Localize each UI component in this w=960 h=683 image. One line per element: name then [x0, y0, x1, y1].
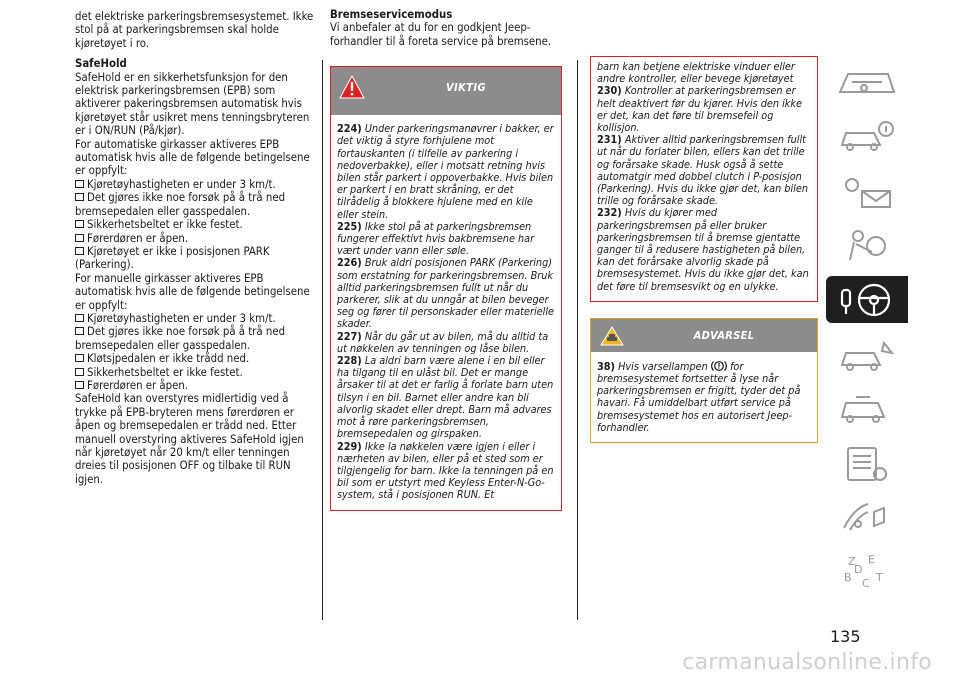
- warning-body-continued: [591, 57, 817, 301]
- checkbox-bullet-icon: [75, 327, 84, 335]
- column-2: [330, 10, 562, 511]
- checkbox-bullet-icon: [75, 220, 84, 228]
- warning-item: 225) Ikke stol på at parkeringsbremsen fungerer effektivt hvis bakbremsene har vært under vann eller søle.: [337, 219, 535, 258]
- crash-icon: [834, 335, 900, 375]
- warning-item: 229) Ikke la nøkkelen være igjen i eller i nærheten av bilen, eller på et sted som er tilgjengelig for barn. Ikke la tenningen på en bil som er utstyrt med Keyless Enter-N-Go-system, stå i posisjonen RUN. Et: [337, 439, 554, 502]
- condition-list-manual: [75, 312, 315, 392]
- warning-item: 231) Aktiver alltid parkeringsbremsen fullt ut når du forlater bilen, ellers kan det trille og forårsake skade. Husk også å sette automatgir med dobbel clutch i P-posisjon (Parkering). Hvis du ikke gjør det, kan bilen trille og forårsake skade.: [597, 133, 809, 208]
- list-item: Kjøretøyet er ikke i posisjonen PARK (Parkering).: [75, 244, 270, 272]
- dashboard-icon: [834, 62, 900, 102]
- condition-list-automatic: [75, 178, 315, 272]
- tab-multimedia[interactable]: [826, 494, 908, 541]
- safehold-heading: SafeHold: [75, 57, 127, 71]
- column-divider-1: [322, 60, 323, 620]
- warning-continued-text: barn kan betjene elektriske vinduer eller andre kontroller, eller bevege kjøretøyet: [597, 60, 795, 86]
- checkbox-bullet-icon: [75, 368, 84, 376]
- car-info-icon: [834, 117, 900, 157]
- list-item: Det gjøres ikke noe forsøk på å trå ned bremsepedalen eller gasspedalen.: [75, 325, 286, 352]
- column-3: [590, 56, 818, 443]
- warning-item: 232) Hvis du kjører med parkeringsbremsen på eller bruker parkeringsbremsen til å bremse gjentatte ganger til å redusere hastigheten på bilen, kan det forårsake alvorlig skade på bremsesystemet. Hvis du ikke gjør det, kan det føre til bremsesvikt og en ulykke.: [597, 206, 809, 293]
- tab-safety[interactable]: [826, 222, 908, 269]
- svg-text:B: B: [844, 570, 852, 584]
- warning-item: 226) Bruk aldri posisjonen PARK (Parkering) som erstatning for parkeringsbremsen. Bruk alltid parkeringsbremsen fullt ut når du parkerer, slik at du unngår at bilen beveger seg og fører til personskader eller materielle skader.: [337, 256, 555, 331]
- tab-indicators[interactable]: [826, 167, 908, 214]
- steering-wheel-icon: [834, 280, 900, 320]
- list-item: Kjøretøyhastigheten er under 3 km/t.: [75, 178, 315, 191]
- tab-vehicle-info[interactable]: [826, 113, 908, 160]
- index-letters-icon: [834, 553, 900, 593]
- column-divider-2: [577, 60, 578, 620]
- svg-text:E: E: [868, 552, 875, 566]
- warning-box-viktig: [330, 66, 562, 510]
- checkbox-bullet-icon: [75, 193, 84, 201]
- tab-maintenance[interactable]: [826, 385, 908, 432]
- brake-service-heading: Bremseservicemodus: [330, 8, 453, 21]
- caution-body: [591, 352, 817, 442]
- page-number: 135: [830, 627, 861, 646]
- tab-starting-driving[interactable]: [826, 276, 908, 323]
- warning-header: [331, 67, 561, 115]
- caution-title: ADVARSEL: [693, 328, 755, 342]
- tab-index[interactable]: [826, 549, 908, 596]
- svg-text:D: D: [854, 562, 863, 576]
- warning-body: [331, 115, 561, 509]
- checkbox-bullet-icon: [75, 354, 84, 362]
- safehold-para-3: For manuelle girkasser aktiveres EPB automatisk hvis alle de følgende betingelsene er oppfylt:: [75, 271, 310, 312]
- checkbox-bullet-icon: [75, 314, 84, 322]
- list-item: Førerdøren er åpen.: [75, 232, 315, 245]
- warning-item: 230) Kontroller at parkeringsbremsen er helt deaktivert før du kjører. Hvis den ikke er det, kan det føre til bremsefeil og kollisjon.: [597, 84, 803, 135]
- list-item: Sikkerhetsbeltet er ikke festet.: [75, 366, 315, 379]
- checkbox-bullet-icon: [75, 247, 84, 255]
- warning-item: 228) La aldri barn være alene i en bil eller ha tilgang til en ulåst bil. Det er mange årsaker til at det er farlig å forlate barn uten tilsyn i en bil. Barnet eller andre kan bli alvorlig skadet eller drept. Barn må advares mot å røre parkeringsbremsen, bremsepedalen og girspaken.: [337, 354, 554, 441]
- safehold-para-1: SafeHold er en sikkerhetsfunksjon for den elektrisk parkeringsbremsen (EPB) som aktiverer pakeringsbremsen automatisk hvis kjøretøyet står usikret mens tenningsbryteren er i ON/RUN (På/kjør).: [75, 70, 310, 138]
- warning-item: 227) Når du går ut av bilen, må du alltid ta ut nøkkelen av tenningen og låse bilen.: [337, 329, 549, 355]
- safehold-para-4: SafeHold kan overstyres midlertidig ved å trykke på EPB-bryteren mens førerdøren er åpen og bremsepedalen er trådd ned. Etter manuell overstyring aktiveres SafeHold igjen når kjøretøyet når 20 km/t eller tenningen dreies til posisjonen OFF og tilbake til RUN igjen.: [75, 392, 304, 486]
- brake-warning-light-icon: [711, 360, 727, 372]
- svg-text:T: T: [876, 570, 883, 584]
- warning-item: 224) Under parkeringsmanøvrer i bakker, er det viktig å styre forhjulene mot fortauskanten (i tilfelle av parkering i nedoverbakke), eller i motsatt retning hvis bilen står parkert i oppoverbakke. Hvis bilen er parkert i en bratt skråning, er det tilrådelig å blokkere hjulene med en kile eller stein.: [337, 122, 554, 221]
- column-1: [75, 10, 315, 486]
- caution-box-advarsel: [590, 318, 818, 443]
- warning-box-continued: [590, 56, 818, 302]
- checkbox-bullet-icon: [75, 180, 84, 188]
- list-item: Kløtsjpedalen er ikke trådd ned.: [75, 352, 315, 365]
- chapter-tabs: [826, 58, 908, 603]
- tab-dashboard[interactable]: [826, 58, 908, 105]
- warning-lights-icon: [834, 171, 900, 211]
- watermark: carmanualsonline.info: [682, 650, 932, 675]
- service-car-icon: [834, 389, 900, 429]
- multimedia-icon: [834, 498, 900, 538]
- tab-technical-data[interactable]: [826, 440, 908, 487]
- intro-text: det elektriske parkeringsbremsesystemet. Ikke stol på at parkeringsbremsen skal holde kjøretøyet i ro.: [75, 10, 314, 50]
- svg-text:Z: Z: [848, 554, 856, 568]
- list-item: Det gjøres ikke noe forsøk på å trå ned bremsepedalen eller gasspedalen.: [75, 191, 286, 218]
- brake-service-para: Vi anbefaler at du for en godkjent Jeep-forhandler til å foreta service på bremsene.: [330, 21, 552, 48]
- safehold-para-2: For automatiske girkasser aktiveres EPB automatisk hvis alle de følgende betingelsene er oppfylt:: [75, 137, 310, 178]
- list-item: Kjøretøyhastigheten er under 3 km/t.: [75, 312, 315, 325]
- caution-item: 38) Hvis varsellampen for bremsesystemet fortsetter å lyse når parkeringsbremsen er frigitt, tyder det på havari. Få umiddelbart utført service på bremsesystemet hos en autorisert Jeep-forhandler.: [597, 359, 801, 434]
- airbag-icon: [834, 226, 900, 266]
- list-item: Førerdøren er åpen.: [75, 379, 315, 392]
- checkbox-bullet-icon: [75, 381, 84, 389]
- warning-title: VIKTIG: [446, 81, 486, 95]
- spec-sheet-icon: [834, 444, 900, 484]
- tab-emergency[interactable]: [826, 331, 908, 378]
- caution-header: [591, 319, 817, 352]
- checkbox-bullet-icon: [75, 234, 84, 242]
- list-item: Sikkerhetsbeltet er ikke festet.: [75, 218, 315, 231]
- svg-text:C: C: [862, 576, 870, 590]
